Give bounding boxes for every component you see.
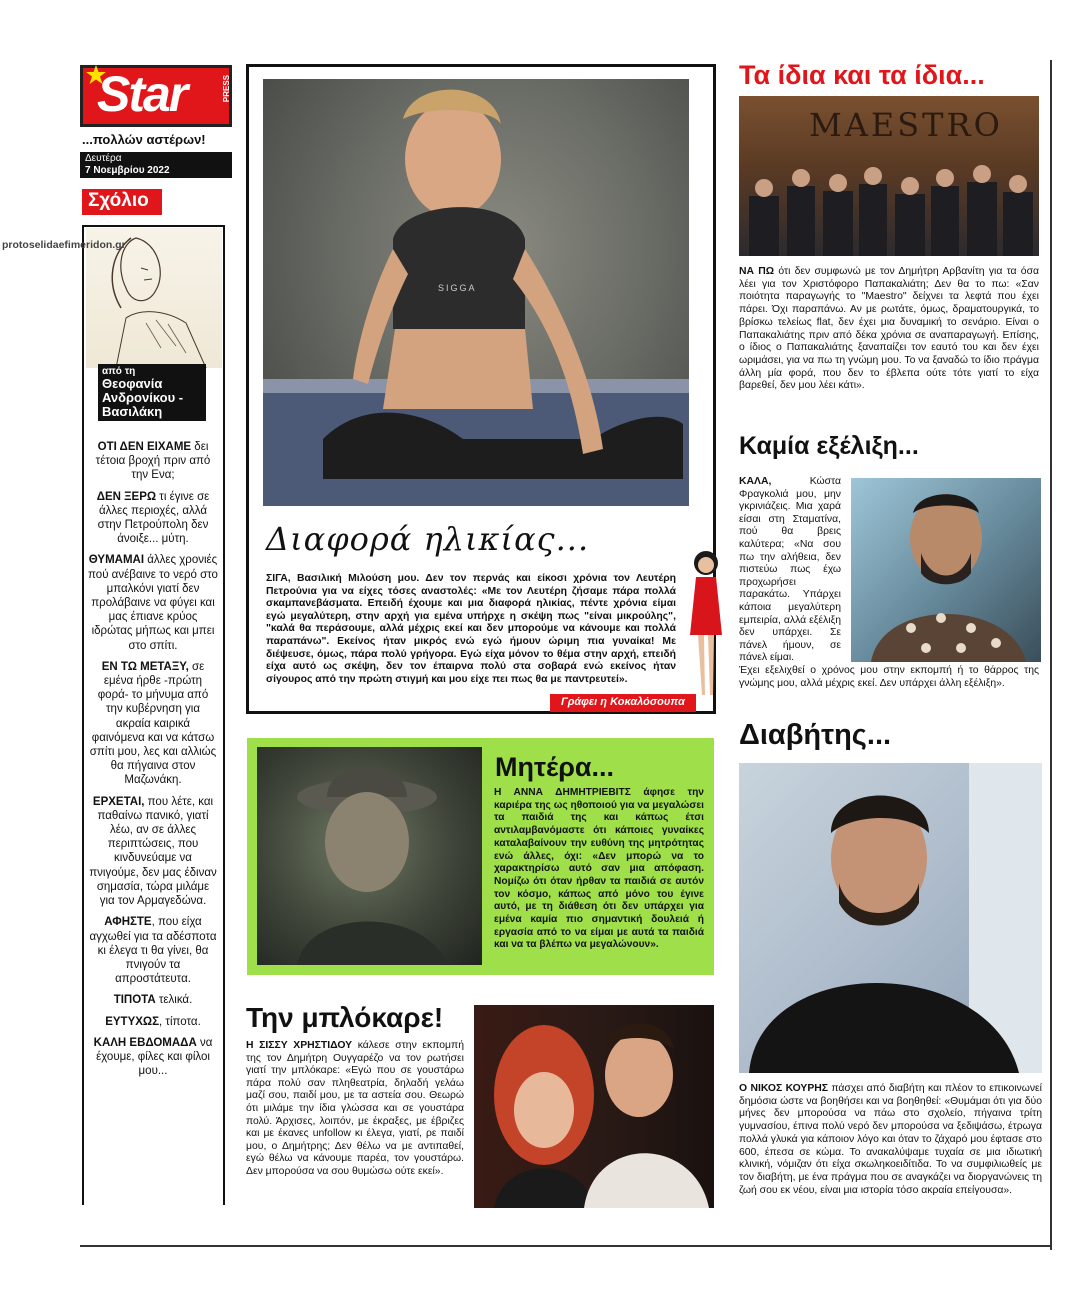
- column-paragraph: [88, 660, 218, 788]
- column-paragraph-lead: ΑΦΗΣΤΕ: [104, 916, 152, 929]
- same-story-text: ότι δεν συμφωνώ με τον Δημήτρη Αρβανίτη για τα όσα λέει για τον Χριστόφορο Παπακαλιάτη; Δεν θα το πω: «Σαν ποιότητα παραγωγής το "Maestro" δείχνει τα λεφτά που έχει πάρει. Όχι παραπάνω. Αν με ρωτάτε, όμως, δραματουργικά, το βρίσκω τελείως flat, δεν έχει μια δυναμική το σενάριο. Είναι ο Παπακαλιάτης πριν από δέκα χρόνια σε αναπαραγωγή. Επίσης, ο ίδιος ο Παπακαλιάτης ξαναπαίζει τον εαυτό του και δεν έχει ωριμάσει, για να πω τη γνώμη μου. Το να ξαναδώ το ίδιο πράγμα άλλη μία φορά, που δεν το έβλεπα ούτε τότε γιατί το είχα βαρεθεί, δεν μου λέει κάτι».: [739, 266, 1039, 392]
- main-story-headline: Διαφορά ηλικίας...: [266, 520, 590, 558]
- column-paragraph-text: , που είχα αγχωθεί για τα αδέσποτα κι έλεγα τι θα γίνει, θα πνιγούν τα απροστάτευτα.: [89, 916, 217, 986]
- byline-author: Θεοφανία Ανδρονίκου - Βασιλάκη: [102, 376, 184, 419]
- shirt-logo: SIGGA: [438, 283, 477, 293]
- column-paragraph-text: άλλες χρονιές πού ανέβαινε το νερό στο μπαλκόνι γιατί δεν προλάβαινε να φύγει και μας έπιανε κρύος ιδρώτας μήπως και μπει στο σπίτι.: [88, 554, 218, 652]
- column-paragraph-text: δει τέτοια βροχή πριν από την Ενα;: [95, 441, 211, 482]
- masthead-logo[interactable]: [80, 65, 232, 127]
- block-story-lead: Η ΣΙΣΣΥ ΧΡΗΣΤΙΔΟΥ: [246, 1040, 353, 1051]
- column-paragraph: [88, 915, 218, 986]
- block-story-photo: [474, 1005, 714, 1208]
- column-paragraph-text: να έχουμε, φίλες και φίλοι μου...: [96, 1036, 213, 1078]
- page-edge-bottom: [80, 1245, 1052, 1247]
- column-paragraph: [88, 440, 218, 483]
- mother-story-headline: Μητέρα...: [495, 752, 615, 782]
- evolution-story-text: Κώστα Φραγκολιά μου, μην γκρινιάζεις. Μια χαρά είσαι στη Σταματίνα, πού θα βρεις καλύτερα; «Να σου πω την αλήθεια, δεν πιστεύω πως έχω προχωρήσει παρακάτω. Υπάρχει κάποια μεγαλύτερη εμπειρία, αλλά εξέλιξη δεν υπάρχει. Σε πάνελ ήμουν, σε πάνελ είμαι.: [739, 476, 841, 664]
- diabetes-story-body: [739, 1083, 1042, 1197]
- signature-bar: [550, 694, 696, 712]
- mother-story-photo: [257, 747, 482, 965]
- man-in-patterned-shirt: [851, 478, 1041, 662]
- maestro-sign: MAESTRO: [809, 106, 1003, 144]
- caricature: [686, 545, 726, 705]
- evolution-story-body-wide: [739, 665, 1039, 690]
- masthead-date: 7 Νοεμβρίου 2022: [85, 165, 170, 176]
- diabetes-story-headline: Διαβήτης...: [739, 719, 892, 751]
- column-label: [82, 189, 162, 215]
- masthead-day: Δευτέρα: [85, 153, 122, 164]
- masthead-date-bar: [80, 152, 232, 178]
- byline-prefix: από τη: [102, 366, 136, 377]
- caricature-woman-icon: [686, 545, 726, 705]
- column-paragraph: [88, 795, 218, 909]
- evolution-story-photo: [851, 478, 1041, 662]
- masthead-tagline: ...πολλών αστέρων!: [82, 132, 206, 147]
- watermark: protoselidaefimeridon.gr: [2, 239, 126, 251]
- column-paragraph-text: τι έγινε σε άλλες περιοχές, αλλά στην Πετρούπολη δεν άνοιξε... μύτη.: [97, 490, 210, 546]
- mother-story-text: άφησε την καριέρα της ως ηθοποιού για να μεγαλώσει τα παιδιά της και κάπως έτσι αντιλαμβανόμαστε ότι κάποιες γυναίκες καταλαβαίνουν την ευθύνη της μητρότητας ενώ άλλες, όχι: «Δεν μπορώ να το χαρακτηρίσω αυτό σαν μια απόφαση. Νομίζω ότι όταν ήρθαν τα παιδιά σε αυτόν τον κόσμο, κάπως από μόνο του έγινε αυτό, με τη διάθεση ότι δεν υπάρχει για εμένα καμία πιο σημαντική δουλειά ή εργασία από το να είμαι με αυτά τα παιδιά και να τα βλέπω να μεγαλώνουν».: [494, 787, 704, 951]
- couple-figures: [474, 1005, 714, 1208]
- evolution-story-lead: ΚΑΛΑ,: [739, 476, 772, 487]
- logo-text: Star: [97, 66, 187, 122]
- main-story-body: [266, 573, 676, 686]
- column-paragraph-lead: ΕΥΤΥΧΩΣ: [105, 1015, 160, 1028]
- main-story-photo: [263, 79, 689, 506]
- column-paragraph: [88, 1036, 218, 1079]
- column-paragraph: [88, 553, 218, 652]
- diabetes-story-photo: [739, 763, 1042, 1073]
- page-edge-right: [1050, 60, 1052, 1250]
- diabetes-story-text: πάσχει από διαβήτη και πλέον το επικοινωνεί δημόσια ώστε να βοηθήσει και να βοηθηθεί: «Θυμάμαι ότι για δύο μήνες δεν μπορούσα να πάω στο σχολείο, πήγαινα τρίτη γυμνασίου, έπινα πολύ νερό δεν μπορούσα να ξεδιψάσω, έτρωγα πολλά γλυκά για κάποιον λόγο και όταν το ζάχαρό μου έφτασε στο 600, έπεσα σε κώμα. Το ανακαλύψαμε τυχαία σε μια ιδιωτική κλινική, νόμιζαν ότι είχα σκωληκοειδίτιδα. Το να συμφιλιωθείς με τον διαβήτη, με ένα πράγμα που σε αναγκάζει να διοργανώνεις τη ζωή σου εκ νέου, είναι μια ιστορία τόσο ακραία επείγουσα».: [739, 1083, 1042, 1196]
- same-story-body: [739, 266, 1039, 393]
- cast-group: [739, 156, 1039, 256]
- column-paragraph: [88, 993, 218, 1007]
- column-paragraph-lead: ΟΤΙ ΔΕΝ ΕΙΧΑΜΕ: [97, 441, 192, 453]
- same-story-photo: [739, 96, 1039, 256]
- woman-with-hat: [257, 747, 482, 965]
- column-paragraph-lead: ΘΥΜΑΜΑΙ: [88, 554, 145, 567]
- logo-subtext: PRESS: [222, 74, 232, 103]
- signature-text: Γράφει η Κοκαλόσουπα: [560, 696, 686, 708]
- evolution-story-headline: Καμία εξέλιξη...: [739, 432, 919, 460]
- column-label-text: Σχόλιο: [88, 190, 149, 211]
- block-story-text: κάλεσε στην εκπομπή της τον Δημήτρη Ουγγαρέζο να τον ρωτήσει γιατί την μπλόκαρε: «Εγώ που σε γουστάρω πάρα πολύ σαν πληθεατρία, δηλαδή γελάω μαζί σου, παιδί μου, με τα αστεία σου. Θεωρώ ότι μιλάμε την ίδια γλώσσα και σε γουστάρα πολύ. Άρχισες, λοιπόν, με έκραξες, με έβριζες και με έκανες unfollow κι έλεγα, γιατί, ρε παιδί μου, ο Δημήτρης; Δεν θέλω να με αντιπαθεί, εγώ θέλω να κάνουμε παρέα, τον γουστάρω. Δεν μπορούσα να σου θυμώσω ούτε εκεί».: [246, 1040, 464, 1177]
- diabetes-story-lead: Ο ΝΙΚΟΣ ΚΟΥΡΗΣ: [739, 1083, 828, 1094]
- column-paragraph-text: τελικά.: [155, 994, 193, 1007]
- evolution-story-text-wide: Έχει εξελιχθεί ο χρόνος μου στην εκπομπή ή το θάρρος της γνώμης μου, αλλά μέχρις εκεί. Δεν υπάρχει άλλη εξέλιξη».: [739, 665, 1039, 689]
- columnist-byline: [98, 364, 206, 421]
- mother-story-body: [494, 787, 704, 952]
- column-paragraph-lead: ΚΑΛΗ ΕΒΔΟΜΑΔΑ: [93, 1036, 197, 1049]
- column-paragraph-text: που λέτε, και παθαίνω πανικό, γιατί λέω, αν σε άλλες περιπτώσεις, που κινδυνεύαμε να πνιγούμε, δεν μας έδιναν σημασία, τώρα μιλάμε για τον Αρμαγεδώνα.: [89, 795, 217, 908]
- column-text: [88, 440, 218, 1085]
- column-paragraph-lead: ΕΝ ΤΩ ΜΕΤΑΞΥ,: [101, 660, 189, 673]
- column-paragraph: [88, 490, 218, 547]
- column-paragraph: [88, 1015, 218, 1029]
- evolution-story-body-narrow: [739, 476, 841, 665]
- column-paragraph-text: σε εμένα ήρθε -πρώτη φορά- το μήνυμα από την κυβέρνηση για ακραία καιρικά φαινόμενα και να κάτσω σπίτι μου, λες και αλλιώς θα πήγαινα στον Μαζωνάκη.: [89, 660, 217, 787]
- mother-story-lead: Η ΑΝΝΑ ΔΗΜΗΤΡΙΕΒΙΤΣ: [494, 787, 631, 798]
- column-paragraph-lead: ΤΙΠΟΤΑ: [113, 994, 156, 1007]
- column-paragraph-lead: ΕΡΧΕΤΑΙ,: [92, 795, 145, 808]
- main-story-body-text: ΣΙΓΑ, Βασιλική Μιλούση μου. Δεν τον περνάς και είκοσι χρόνια τον Λευτέρη Πετρούνια για να είχες τόσες αναστολές: «Με τον Λευτέρη ζήσαμε πάρα πολλά σκαμπανεβάσματα. Επειδή έχουμε και μια διαφορά ηλικίας, πέντε χρόνια είμαι εγώ μεγαλύτερη, στην αρχή για εμένα υπήρχε η σκέψη πως "είναι μικρούλης", "καλά θα περάσουμε, αλλά μέχρις εκεί και δεν μπορούμε να κάνουμε και πολλά παραπάνω". Εκείνος ήταν μικρός ενώ εγώ ήμουν ώριμη πια γυναίκα! Με διέψευσε, όμως, πάρα πολύ γρήγορα. Εγώ είχα μόνον το θέμα στην αρχή, επειδή είχα αυτό ως σκέψη, δεν τον έπαιρνα πολύ στα σοβαρά ενώ εκείνος ήταν σίγουρος από την πρώτη στιγμή και μου είχε πει πως θα με παντρευτεί».: [266, 573, 676, 685]
- same-story-lead: ΝΑ ΠΩ: [739, 266, 775, 277]
- same-story-headline: Τα ίδια και τα ίδια...: [739, 60, 985, 90]
- column-paragraph-text: , τίποτα.: [159, 1015, 201, 1028]
- man-in-black-jacket: [739, 763, 1042, 1073]
- column-paragraph-lead: ΔΕΝ ΞΕΡΩ: [96, 490, 157, 503]
- block-story-headline: Την μπλόκαρε!: [246, 1002, 444, 1033]
- block-story-body: [246, 1040, 464, 1179]
